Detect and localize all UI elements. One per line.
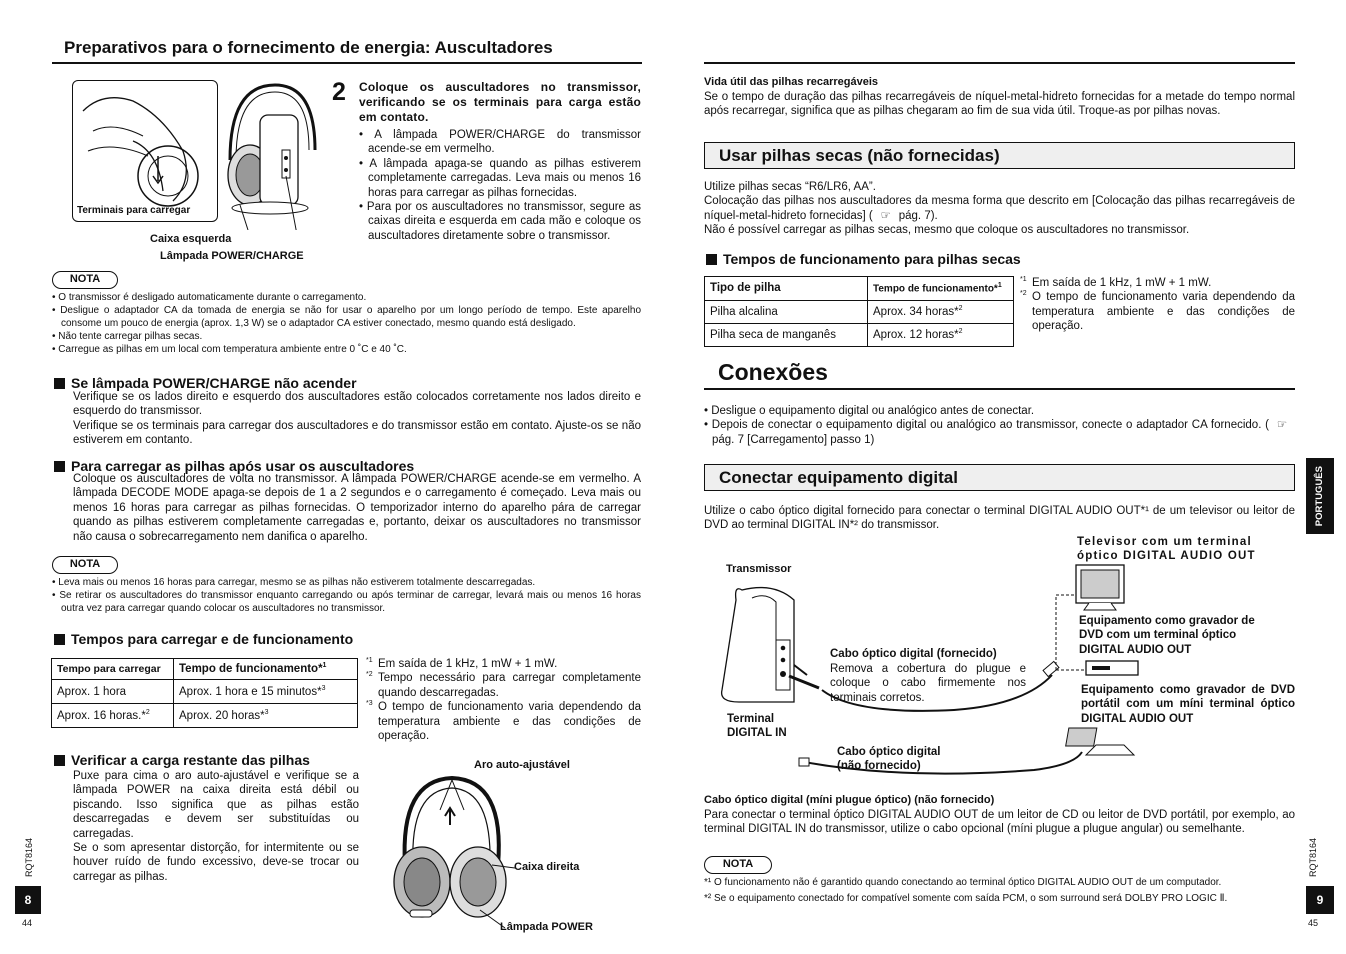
paragraph: Não é possível carregar as pilhas secas, mesmo que coloque os auscultadores no transmissor. (704, 224, 1190, 237)
step-number: 2 (332, 78, 346, 106)
label-caixa-direita: Caixa direita (514, 861, 580, 873)
label-cabo-nao-fornecido: Cabo óptico digital (não fornecido) (837, 746, 941, 773)
table-cell: Aprox. 1 hora e 15 minutos*$^3$ (174, 680, 358, 704)
page-number-right: 9 (1306, 886, 1334, 914)
table-header-cell: Tipo de pilha (705, 277, 868, 301)
table-cell: Aprox. 34 horas*$^2$ (868, 301, 1014, 324)
tempos-footnotes (366, 657, 641, 743)
vida-body: Se o tempo de duração das pilhas recarregáveis de níquel-metal-hidreto fornecidas for a metade do tempo normal após recarregar, significa que as pilhas chegaram ao fim de sua vida útil. Troque-as por pilhas novas. (704, 91, 1295, 118)
paragraph: Verifique se os lados direito e esquerdo dos auscultadores estão colocados corretamente nos lados direito e esquerdo do transmissor. (73, 391, 641, 418)
table-cell: Pilha seca de manganês (705, 324, 868, 347)
label-aro: Aro auto-ajustável (474, 759, 570, 771)
table-cell: Pilha alcalina (705, 301, 868, 324)
footnote: *1 Em saída de 1 kHz, 1 mW + 1 mW. (366, 657, 558, 670)
vida-title: Vida útil das pilhas recarregáveis (704, 76, 879, 88)
mini-body: Para conectar o terminal óptico DIGITAL AUDIO OUT de um leitor de CD ou leitor de DVD portátil, por exemplo, ao terminal DIGITAL IN do transmissor, utilize o cabo opcional (míni plugue a plugue angular) ou semelhante. (704, 809, 1295, 836)
step2-title: Coloque os auscultadores no transmissor, verificando se os terminais para carga estão em contato. (359, 80, 641, 124)
cabo-fornecido-desc: Remova a cobertura do plugue e coloque o cabo firmemente nos terminais corretos. (830, 663, 1026, 704)
doc-code-right: RQT8164 (1308, 838, 1318, 878)
paragraph: Utilize pilhas secas “R6/LR6, AA”. (704, 181, 876, 193)
dry-battery-table (704, 276, 1014, 347)
nota2-list (52, 576, 641, 615)
table-row (52, 704, 358, 728)
left-page-title: Preparativos para o fornecimento de energia: Auscultadores (64, 38, 553, 57)
doc-code-left: RQT8164 (24, 838, 34, 878)
nota1-list (52, 291, 641, 356)
paragraph: Puxe para cima o aro auto-ajustável e verifique se a lâmpada POWER na caixa direita está débil ou piscando. Isso significa que as pilhas estão descarregadas e devem ser substituídas ou carregadas. (73, 770, 359, 840)
figure-charging-terminals (72, 80, 218, 222)
section-title-tempos-secas: Tempos de funcionamento para pilhas secas (706, 251, 1021, 269)
nota-item: • O transmissor é desligado automaticamente durante o carregamento. (52, 292, 367, 303)
conexoes-body (704, 404, 1295, 447)
section-title-lampada: Se lâmpada POWER/CHARGE não acender (54, 375, 357, 393)
label-lampada-power-charge: Lâmpada POWER/CHARGE (160, 250, 304, 262)
section-title-tempos: Tempos para carregar e de funcionamento (54, 631, 353, 649)
table-cell: Aprox. 1 hora (52, 680, 174, 704)
nota-badge: NOTA (52, 556, 118, 574)
footnote: *1 Em saída de 1 kHz, 1 mW + 1 mW. (1020, 276, 1212, 289)
tempos-secas-footnotes (1020, 276, 1295, 334)
mini-title: Cabo óptico digital (míni plugue óptico) (não fornecido) (704, 794, 995, 806)
charging-times-table (51, 658, 358, 728)
square-bullet-icon (54, 461, 65, 472)
section-box-usar: Usar pilhas secas (não fornecidas) (704, 142, 1295, 169)
hand-pointer-icon: ☞ (880, 209, 891, 222)
label-terminal-digital-in: Terminal DIGITAL IN (727, 713, 787, 740)
digital-body: Utilize o cabo óptico digital fornecido para conectar o terminal DIGITAL AUDIO OUT*¹ de um televisor ou leitor de DVD ao terminal DIGITAL IN*² do transmissor. (704, 505, 1295, 532)
table-header-row (52, 659, 358, 680)
footnote: *2 Tempo necessário para carregar completamente quando descarregadas. (366, 671, 641, 699)
paragraph: Se o som apresentar distorção, for intermitente ou se houver ruído de fundo excessivo, deve-se trocar ou carregar as pilhas. (73, 841, 359, 883)
conexoes-title: Conexões (718, 359, 828, 385)
table-row (705, 301, 1014, 324)
footnote: *3 O tempo de funcionamento varia dependendo da temperatura ambiente e das condições de operação. (366, 700, 641, 742)
label-gravador: Equipamento como gravador de DVD com um terminal óptico DIGITAL AUDIO OUT (1079, 615, 1255, 656)
step2-bullets (359, 128, 641, 243)
page-small-right: 45 (1308, 918, 1319, 928)
section-lampada-body (73, 390, 641, 448)
step2-bullet: • A lâmpada POWER/CHARGE do transmissor acende-se em vermelho. (359, 129, 641, 156)
nota-item: • Carregue as pilhas em um local com temperatura ambiente entre 0 ˚C e 40 ˚C. (52, 344, 407, 355)
table-row (52, 680, 358, 704)
square-bullet-icon (54, 378, 65, 389)
bullet-item: • Desligue o equipamento digital ou analógico antes de conectar. (704, 405, 1035, 417)
paragraph: Verifique se os terminais para carregar dos auscultadores e do transmissor estão em contato. Ajuste-os se não estiverem em contanto. (73, 419, 641, 447)
section-box-digital: Conectar equipamento digital (704, 464, 1295, 491)
table-header-row (705, 277, 1014, 301)
right-nota-list (704, 876, 1295, 905)
table-header-cell: Tempo de funcionamento*$^1$ (868, 277, 1014, 301)
nota-item: • Desligue o adaptador CA da tomada de energia se não for usar o aparelho por um longo período de tempo. Este aparelho consome um pouco de energia (aprox. 1,3 W) se o adaptador CA estiver conectado, mesmo quando está desligado. (52, 305, 641, 329)
square-bullet-icon (706, 254, 717, 265)
label-caixa-esquerda: Caixa esquerda (150, 233, 232, 245)
footnote: *2 O tempo de funcionamento varia dependendo da temperatura ambiente e das condições de operação. (1020, 290, 1295, 333)
nota-item: • Se retirar os auscultadores do transmissor enquanto carregando ou após terminar de carregar, levará mais ou menos 16 horas outra vez para carregar quando colocar os auscultadores no transmissor. (52, 590, 641, 614)
label-televisor: Televisor com um terminal óptico DIGITAL AUDIO OUT (1077, 536, 1256, 563)
step2-bullet: • Para por os auscultadores no transmissor, segure as caixas direita e esquerda em cada mão e coloque os auscultadores diretamente sobre o transmissor. (359, 200, 641, 242)
left-title-rule (52, 62, 642, 64)
bullet-item: • Depois de conectar o equipamento digital ou analógico ao transmissor, conecte o adaptador CA fornecido. ( ☞pág. 7 [Carregamento] passo 1) (704, 418, 1295, 447)
square-bullet-icon (54, 755, 65, 766)
usar-body (704, 180, 1295, 238)
language-side-tab: PORTUGUÊS (1306, 458, 1334, 534)
table-cell: Aprox. 20 horas*$^3$ (174, 704, 358, 728)
hand-charging-illustration (73, 81, 219, 223)
section-title-carregar: Para carregar as pilhas após usar os auscultadores (54, 458, 414, 476)
section-verificar-body (73, 769, 359, 884)
table-row (705, 324, 1014, 347)
step2-bullet: • A lâmpada apaga-se quando as pilhas estiverem completamente carregadas. Leva mais ou menos 16 horas para carregar as pilhas fornecidas. (359, 157, 641, 199)
table-header-cell: Tempo de funcionamento*$^1$ (174, 659, 358, 680)
label-portatil: Equipamento como gravador de DVD portátil com um míni terminal óptico DIGITAL AUDIO OUT (1081, 684, 1295, 725)
nota-item: • Leva mais ou menos 16 horas para carregar, mesmo se as pilhas não estiverem totalmente descarregadas. (52, 577, 536, 588)
label-cabo-fornecido: Cabo óptico digital (fornecido) (830, 648, 997, 660)
label-terminais: Terminais para carregar (77, 205, 191, 216)
headphones-on-transmitter-illustration (220, 80, 325, 230)
nota-item: *² Se o equipamento conectado for compatível somente com saída PCM, o som surround será DOLBY PRO LOGIC Ⅱ. (704, 893, 1228, 904)
paragraph: Colocação das pilhas nos auscultadores da mesma forma que descrito em [Colocação das pilhas recarregáveis de níquel-metal-hidreto fornecidas] ( ☞ pág. 7). (704, 195, 1295, 222)
nota-badge: NOTA (704, 856, 772, 874)
headphones-illustration (380, 770, 520, 930)
right-title-rule (704, 62, 1295, 64)
table-header-cell: Tempo para carregar (52, 659, 174, 680)
label-transmissor: Transmissor (726, 563, 792, 575)
section-carregar-body: Coloque os auscultadores de volta no transmissor. A lâmpada POWER/CHARGE acende-se em vermelho. A lâmpada DECODE MODE apaga-se depois de 1 a 2 segundos e o carregamento é começado. Leva mais ou menos 16 horas para carregar as pilhas fornecidas. O temporizador interno do aparelho pára de carregar quando as pilhas estiverem completamente carregadas e, portanto, deixar os auscultadores no transmissor não causa o sobrecarregamento nem danifica o aparelho. (73, 473, 641, 543)
hand-pointer-icon: ☞ (1276, 419, 1288, 432)
label-lampada-power: Lâmpada POWER (500, 921, 593, 933)
conexoes-rule (704, 388, 1295, 390)
table-cell: Aprox. 12 horas*$^2$ (868, 324, 1014, 347)
nota-badge: NOTA (52, 271, 118, 289)
section-title-verificar: Verificar a carga restante das pilhas (54, 752, 310, 770)
page-small-left: 44 (22, 918, 33, 928)
nota-item: *¹ O funcionamento não é garantido quando conectando ao terminal óptico DIGITAL AUDIO OUT de um computador. (704, 877, 1222, 888)
page-number-left: 8 (15, 886, 41, 914)
nota-item: • Não tente carregar pilhas secas. (52, 331, 203, 342)
table-cell: Aprox. 16 horas.*$^2$ (52, 704, 174, 728)
square-bullet-icon (54, 634, 65, 645)
